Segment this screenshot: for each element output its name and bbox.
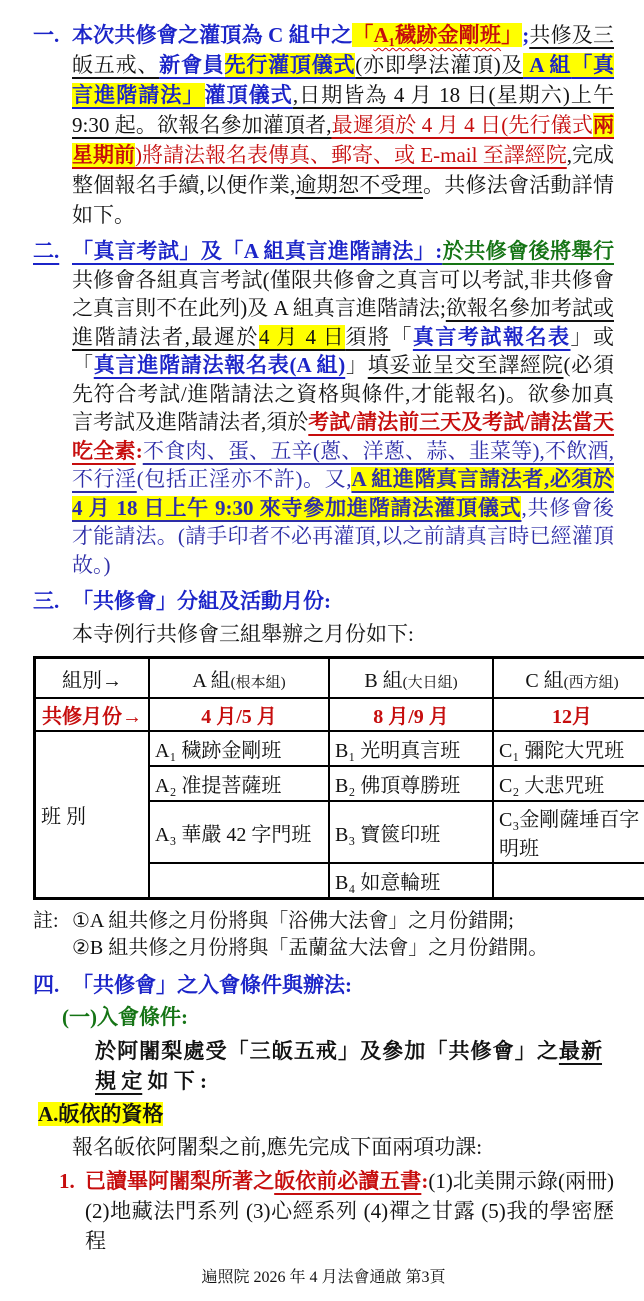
cell-c3: C₃金剛薩埵百字明班 [493, 801, 644, 863]
group-c-header-cell [493, 658, 644, 699]
section-1-number: 一. [33, 20, 72, 230]
class-label-cell: 班 別 [35, 731, 150, 899]
section-4-heading [33, 970, 614, 1000]
months-row [35, 698, 644, 731]
required-books-item [59, 1166, 614, 1256]
cell-b1: B₁ 光明真言班 [329, 731, 493, 766]
months-a-cell: 4 月/5 月 [149, 698, 329, 731]
group-a-name: A 組 [192, 670, 230, 692]
corner-label-cell: 組別→ [35, 658, 150, 699]
group-b-subname: (大日組) [403, 675, 458, 691]
group-b-header-cell [329, 658, 493, 699]
cell-c4-empty [493, 863, 644, 899]
membership-conditions-paragraph: 於阿闍梨處受「三皈五戒」及參加「共修會」之最新 規 定 如 下 : [95, 1036, 602, 1096]
months-label-cell: 共修月份→ [35, 698, 150, 731]
class-row-1 [35, 731, 644, 766]
item-1-number: 1. [59, 1166, 85, 1256]
months-b-cell: 8 月/9 月 [329, 698, 493, 731]
section-3-intro: 本寺例行共修會三組舉辦之月份如下: [72, 620, 614, 648]
cell-a1: A₁ 穢跡金剛班 [149, 731, 329, 766]
cell-c2: C₂ 大悲咒班 [493, 766, 644, 801]
months-c-cell: 12月 [493, 698, 644, 731]
item-1-body: 已讀畢阿闍梨所著之皈依前必讀五書:(1)北美開示錄(兩冊) (2)地藏法門系列 (3)心經系列 (4)禪之甘露 (5)我的學密歷程 [85, 1166, 614, 1256]
section-2-number: 二. [33, 237, 72, 579]
section-4-subheading: (一)入會條件: [62, 1003, 614, 1032]
section-3-number: 三. [33, 586, 72, 616]
section-1 [33, 20, 614, 230]
cell-b4: B₄ 如意輪班 [329, 863, 493, 899]
schedule-table [33, 656, 644, 900]
cell-c1: C₁ 彌陀大咒班 [493, 731, 644, 766]
note-item-2: ②B 組共修之月份將與「盂蘭盆大法會」之月份錯開。 [72, 935, 548, 962]
highlight-heading-wrap [33, 1100, 614, 1133]
section-3-title: 「共修會」分組及活動月份: [72, 586, 614, 616]
table-notes [33, 908, 614, 962]
section-1-body: 本次共修會之灌頂為 C 組中之「A₁穢跡金剛班」;共修及三皈五戒、新會員先行灌頂儀式(亦即學法灌頂)及 A 組「真言進階請法」灌頂儀式,日期皆為 4 月 18 日(星期六)上午 9:30 起。欲報名參加灌頂者,最遲須於 4 月 4 日(先行儀式兩星期前)將請法報名表傳真、郵寄、或 E-mail 至譯經院,完成整個報名手續,以便作業,逾期恕不受理。共修法會活動詳情如下。 [72, 20, 614, 230]
refuge-qualification-heading: A.皈依的資格 [38, 1100, 163, 1129]
group-a-subname: (根本組) [231, 675, 286, 691]
section-2 [33, 237, 614, 579]
section-4-number: 四. [33, 970, 72, 1000]
group-c-subname: (西方組) [564, 675, 619, 691]
cell-a4-empty [149, 863, 329, 899]
page-footer: 遍照院 2026 年 4 月法會通啟 第3頁 [33, 1258, 614, 1301]
group-c-name: C 組 [525, 670, 563, 692]
cell-b3: B₃ 寶篋印班 [329, 801, 493, 863]
section-3-heading [33, 586, 614, 616]
section-2-body: 「真言考試」及「A 組真言進階請法」:於共修會後將舉行共修會各組真言考試(僅限共修會之真言可以考試,非共修會之真言則不在此列)及 A 組真言進階請法;欲報名參加考試或進階請法者,最遲於4 月 4 日須將「真言考試報名表」或「真言進階請法報名表(A 組)」填妥並呈交至譯經院(必須先符合考試/進階請法之資格與條件,才能報名)。欲參加真言考試及進階請法者,須於考試/請法前三天及考試/請法當天吃全素:不食肉、蛋、五辛(蔥、洋蔥、蒜、韭菜等),不飲酒,不行淫(包括正淫亦不許)。又,A 組進階真言請法者,必須於 4 月 18 日上午 9:30 來寺參加進階請法灌頂儀式,共修會後才能請法。(請手印者不必再灌頂,以之前請真言時已經灌頂故。) [72, 237, 614, 579]
group-a-header-cell [149, 658, 329, 699]
notes-label: 註: [33, 908, 72, 962]
note-item-1: ①A 組共修之月份將與「浴佛大法會」之月份錯開; [72, 908, 548, 935]
refuge-intro-paragraph: 報名皈依阿闍梨之前,應先完成下面兩項功課: [72, 1133, 614, 1162]
group-header-row [35, 658, 644, 699]
section-4-title: 「共修會」之入會條件與辦法: [72, 970, 614, 1000]
cell-a3: A₃ 華嚴 42 字門班 [149, 801, 329, 863]
cell-a2: A₂ 准提菩薩班 [149, 766, 329, 801]
group-b-name: B 組 [364, 670, 402, 692]
cell-b2: B₂ 佛頂尊勝班 [329, 766, 493, 801]
notes-items [72, 908, 548, 962]
